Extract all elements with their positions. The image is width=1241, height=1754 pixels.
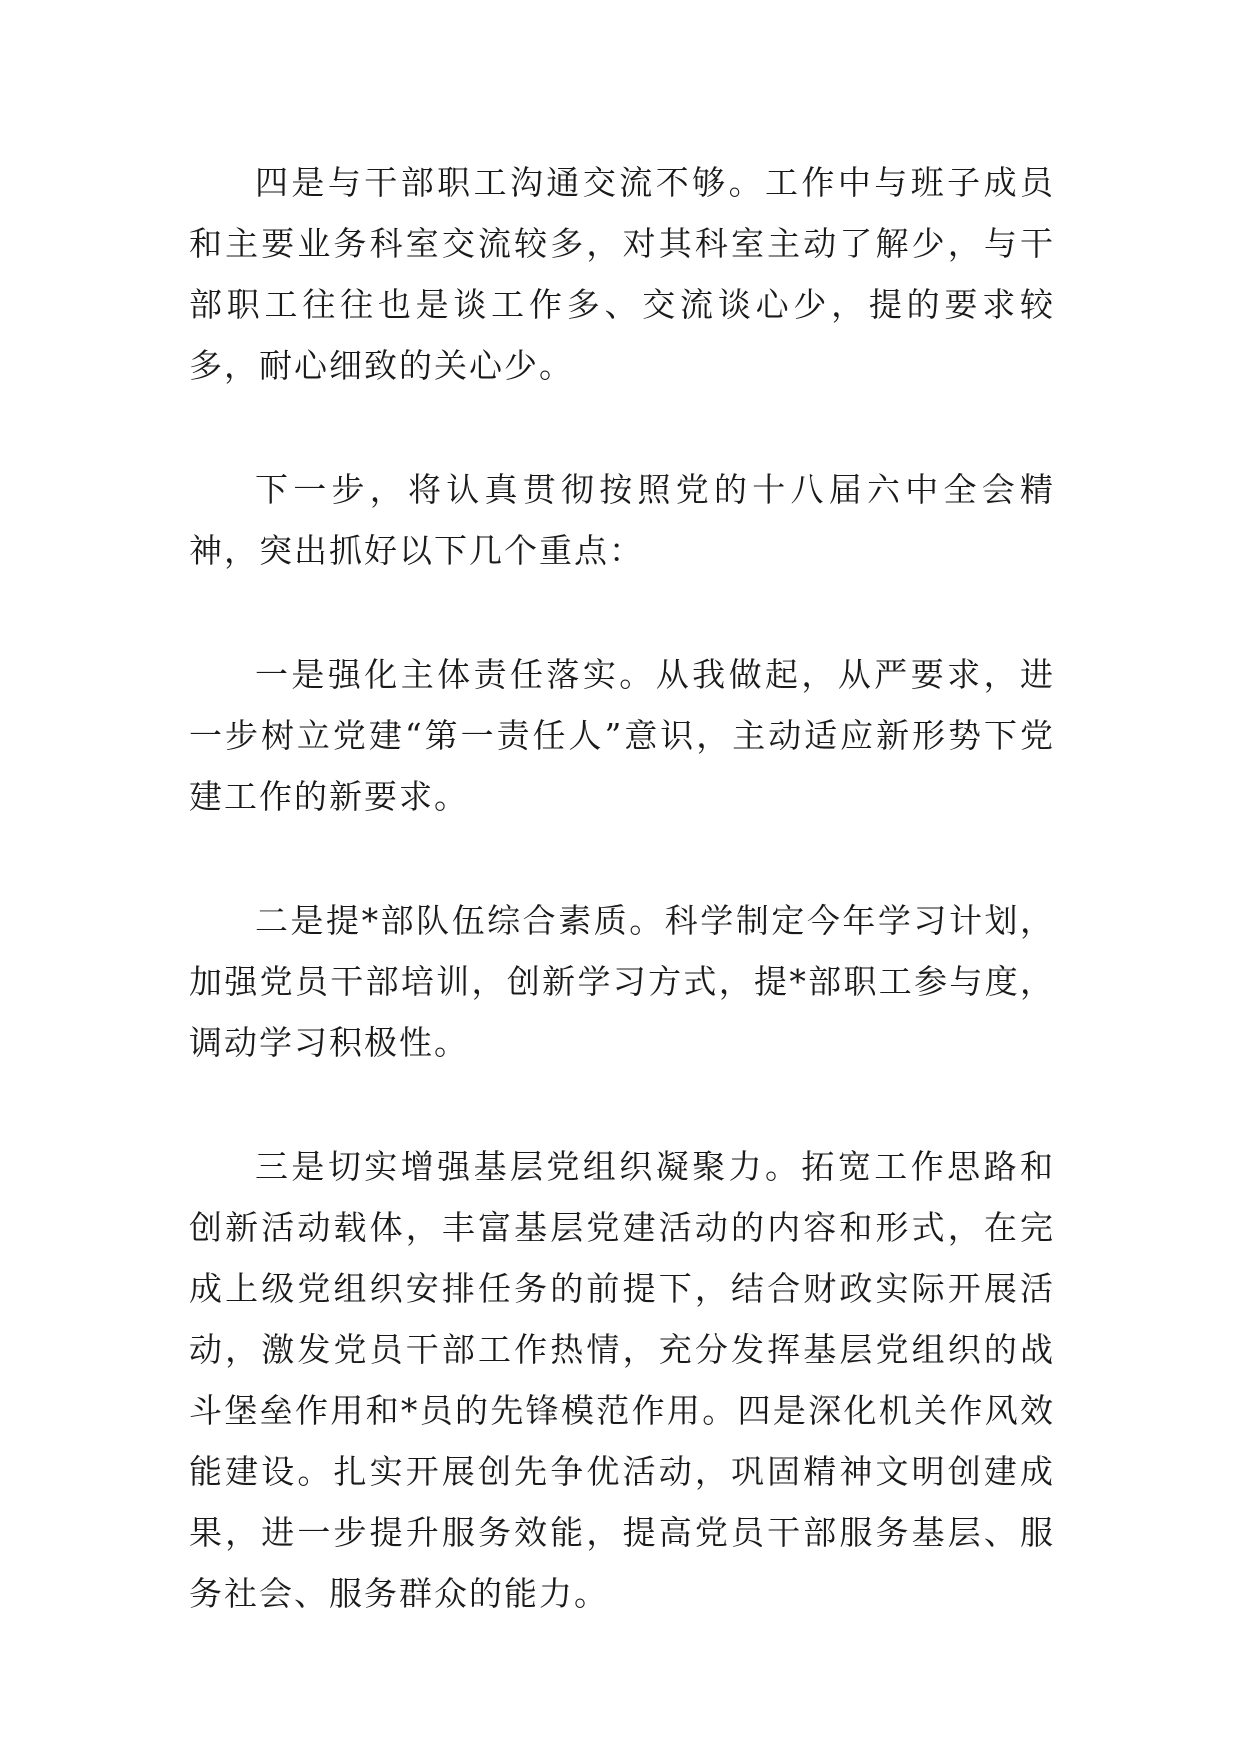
paragraph-point-one: 一是强化主体责任落实。从我做起，从严要求，进一步树立党建“第一责任人”意识，主动适应新形势下党建工作的新要求。: [189, 655, 1055, 816]
paragraph-communication-issue: 四是与干部职工沟通交流不够。工作中与班子成员和主要业务科室交流较多，对其科室主动了解少，与干部职工往往也是谈工作多、交流谈心少，提的要求较多，耐心细致的关心少。: [189, 163, 1055, 385]
paragraph-next-steps: 下一步，将认真贯彻按照党的十八届六中全会精神，突出抓好以下几个重点：: [189, 470, 1055, 570]
paragraph-point-two: 二是提*部队伍综合素质。科学制定今年学习计划，加强党员干部培训，创新学习方式，提*部职工参与度，调动学习积极性。: [189, 901, 1055, 1062]
paragraph-point-three-four: 三是切实增强基层党组织凝聚力。拓宽工作思路和创新活动载体，丰富基层党建活动的内容和形式，在完成上级党组织安排任务的前提下，结合财政实际开展活动，激发党员干部工作热情，充分发挥基层党组织的战斗堡垒作用和*员的先锋模范作用。四是深化机关作风效能建设。扎实开展创先争优活动，巩固精神文明创建成果，进一步提升服务效能，提高党员干部服务基层、服务社会、服务群众的能力。: [189, 1147, 1055, 1613]
document-body: [189, 152, 1055, 1624]
